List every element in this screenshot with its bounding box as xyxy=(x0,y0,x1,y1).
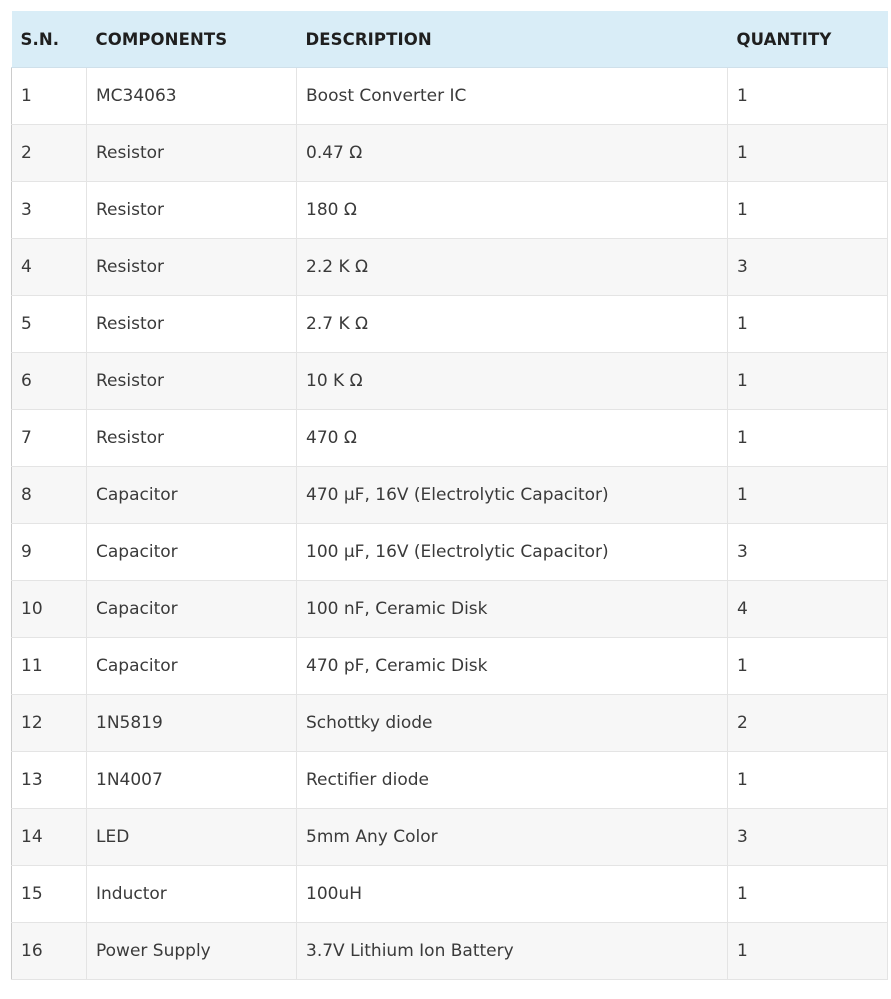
cell-quantity: 3 xyxy=(728,524,888,581)
cell-component: Resistor xyxy=(87,125,297,182)
cell-component: Capacitor xyxy=(87,638,297,695)
cell-quantity: 1 xyxy=(728,752,888,809)
table-row xyxy=(12,524,888,581)
cell-quantity: 2 xyxy=(728,695,888,752)
cell-component: Capacitor xyxy=(87,524,297,581)
cell-serial-number: 12 xyxy=(12,695,87,752)
table-row xyxy=(12,581,888,638)
cell-description: 470 Ω xyxy=(297,410,728,467)
table-row xyxy=(12,410,888,467)
cell-description: 470 µF, 16V (Electrolytic Capacitor) xyxy=(297,467,728,524)
cell-component: Power Supply xyxy=(87,923,297,980)
table-row xyxy=(12,638,888,695)
cell-description: Boost Converter IC xyxy=(297,68,728,125)
cell-serial-number: 1 xyxy=(12,68,87,125)
cell-description: 470 pF, Ceramic Disk xyxy=(297,638,728,695)
cell-quantity: 1 xyxy=(728,410,888,467)
cell-serial-number: 13 xyxy=(12,752,87,809)
header-description: DESCRIPTION xyxy=(297,11,728,68)
cell-description: 2.7 K Ω xyxy=(297,296,728,353)
cell-component: MC34063 xyxy=(87,68,297,125)
table-body xyxy=(12,68,888,980)
cell-serial-number: 2 xyxy=(12,125,87,182)
cell-serial-number: 15 xyxy=(12,866,87,923)
table-row xyxy=(12,695,888,752)
table-row xyxy=(12,752,888,809)
cell-description: 10 K Ω xyxy=(297,353,728,410)
header-quantity: QUANTITY xyxy=(728,11,888,68)
cell-description: 180 Ω xyxy=(297,182,728,239)
cell-quantity: 1 xyxy=(728,638,888,695)
cell-component: Resistor xyxy=(87,410,297,467)
cell-component: 1N4007 xyxy=(87,752,297,809)
cell-quantity: 1 xyxy=(728,68,888,125)
table-row xyxy=(12,809,888,866)
table-row xyxy=(12,923,888,980)
cell-description: Schottky diode xyxy=(297,695,728,752)
header-serial-number: S.N. xyxy=(12,11,87,68)
cell-serial-number: 4 xyxy=(12,239,87,296)
cell-serial-number: 14 xyxy=(12,809,87,866)
table-row xyxy=(12,296,888,353)
cell-component: Resistor xyxy=(87,182,297,239)
table-row xyxy=(12,353,888,410)
cell-serial-number: 6 xyxy=(12,353,87,410)
cell-serial-number: 16 xyxy=(12,923,87,980)
cell-quantity: 3 xyxy=(728,239,888,296)
cell-component: Resistor xyxy=(87,239,297,296)
cell-quantity: 1 xyxy=(728,296,888,353)
cell-serial-number: 11 xyxy=(12,638,87,695)
components-table-container xyxy=(11,11,887,980)
cell-quantity: 1 xyxy=(728,467,888,524)
cell-component: Inductor xyxy=(87,866,297,923)
cell-serial-number: 7 xyxy=(12,410,87,467)
cell-serial-number: 8 xyxy=(12,467,87,524)
cell-description: 2.2 K Ω xyxy=(297,239,728,296)
cell-quantity: 1 xyxy=(728,866,888,923)
table-row xyxy=(12,182,888,239)
cell-quantity: 3 xyxy=(728,809,888,866)
cell-description: 100 µF, 16V (Electrolytic Capacitor) xyxy=(297,524,728,581)
cell-description: 3.7V Lithium Ion Battery xyxy=(297,923,728,980)
cell-quantity: 1 xyxy=(728,182,888,239)
table-row xyxy=(12,68,888,125)
cell-description: 100 nF, Ceramic Disk xyxy=(297,581,728,638)
cell-component: Resistor xyxy=(87,296,297,353)
cell-quantity: 4 xyxy=(728,581,888,638)
table-header xyxy=(12,11,888,68)
cell-serial-number: 10 xyxy=(12,581,87,638)
cell-description: Rectifier diode xyxy=(297,752,728,809)
cell-component: Capacitor xyxy=(87,467,297,524)
cell-component: Capacitor xyxy=(87,581,297,638)
cell-component: Resistor xyxy=(87,353,297,410)
cell-component: LED xyxy=(87,809,297,866)
cell-component: 1N5819 xyxy=(87,695,297,752)
table-row xyxy=(12,125,888,182)
cell-serial-number: 5 xyxy=(12,296,87,353)
components-table xyxy=(11,11,888,980)
cell-quantity: 1 xyxy=(728,353,888,410)
cell-serial-number: 3 xyxy=(12,182,87,239)
cell-description: 0.47 Ω xyxy=(297,125,728,182)
cell-quantity: 1 xyxy=(728,923,888,980)
cell-quantity: 1 xyxy=(728,125,888,182)
table-row xyxy=(12,239,888,296)
cell-serial-number: 9 xyxy=(12,524,87,581)
table-row xyxy=(12,866,888,923)
header-row xyxy=(12,11,888,68)
table-row xyxy=(12,467,888,524)
header-components: COMPONENTS xyxy=(87,11,297,68)
cell-description: 5mm Any Color xyxy=(297,809,728,866)
cell-description: 100uH xyxy=(297,866,728,923)
